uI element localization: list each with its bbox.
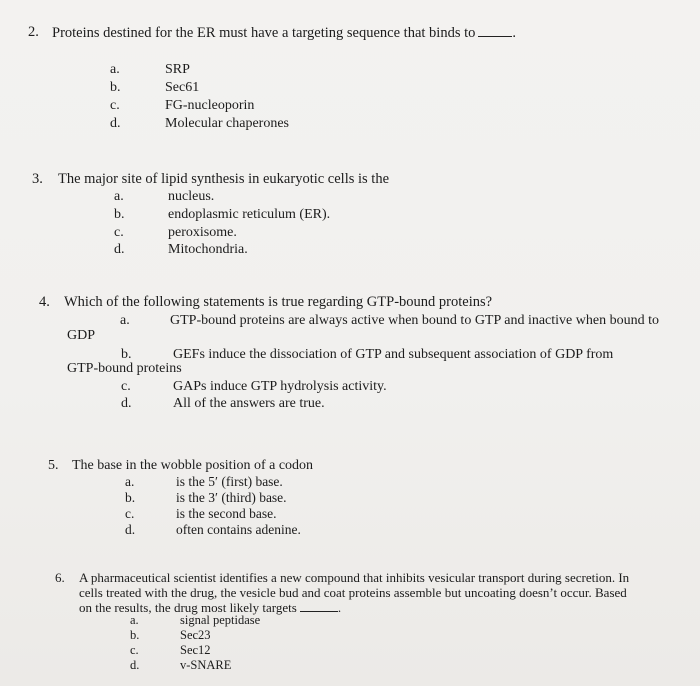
question-stem-line: A pharmaceutical scientist identifies a new compound that inhibits vesicular transport during secretion. In [79,570,630,585]
option-text: SRP [165,62,190,77]
option-letter: b. [130,628,140,642]
option-letter: b. [121,347,132,362]
answer-blank [478,24,512,37]
option-letter: a. [110,62,120,77]
option-text: nucleus. [168,189,215,204]
answer-blank [300,600,338,612]
question-number: 2. [28,24,39,40]
question-number: 5. [48,458,59,473]
option-text: is the 5′ (first) base. [176,474,283,489]
option-text: is the 3′ (third) base. [176,490,287,505]
option-text: GTP-bound proteins are always active when bound to GTP and inactive when bound to [170,313,659,328]
option-letter: d. [121,396,132,411]
stem-end: . [512,25,516,41]
option-letter: c. [121,379,131,394]
stem-end: . [337,600,342,615]
option-text: v-SNARE [180,658,232,672]
option-text: is the second base. [176,506,277,521]
option-text: peroxisome. [168,225,237,240]
option-letter: c. [114,225,124,240]
option-text: Sec23 [180,628,211,642]
question-stem: The base in the wobble position of a codon [72,458,314,473]
option-text: Mitochondria. [168,242,248,257]
question-stem: Which of the following statements is true regarding GTP-bound proteins? [64,294,493,310]
option-letter: c. [125,506,135,521]
option-text: GAPs induce GTP hydrolysis activity. [173,379,387,394]
option-continuation: GTP-bound proteins [67,361,182,376]
option-letter: b. [110,80,121,95]
question-stem: The major site of lipid synthesis in eukaryotic cells is the [58,171,390,187]
option-continuation: GDP [67,328,96,343]
option-letter: a. [125,474,135,489]
question-stem-line: cells treated with the drug, the vesicle bud and coat proteins assemble but uncoating doesn’t occur. Based [79,585,627,600]
option-text: Sec61 [165,80,200,95]
question-number: 3. [32,171,43,187]
option-letter: a. [114,189,124,204]
option-text: All of the answers are true. [173,396,325,411]
option-text: often contains adenine. [176,522,301,537]
question-number: 6. [55,570,65,585]
option-letter: d. [125,522,136,537]
option-letter: a. [120,313,130,328]
question-number: 4. [39,294,50,310]
question-stem [52,24,516,42]
option-text: signal peptidase [180,613,261,627]
option-letter: b. [114,207,125,222]
stem-text: Proteins destined for the ER must have a targeting sequence that binds to [52,25,476,41]
option-letter: a. [130,613,139,627]
option-letter: d. [110,116,121,131]
option-letter: d. [130,658,140,672]
option-text: FG-nucleoporin [165,98,255,113]
option-letter: b. [125,490,136,505]
option-letter: c. [110,98,120,113]
option-letter: d. [114,242,125,257]
option-text: endoplasmic reticulum (ER). [168,207,331,222]
option-text: Molecular chaperones [165,116,289,131]
stem-text: on the results, the drug most likely targets [79,600,297,615]
option-letter: c. [130,643,139,657]
option-text: Sec12 [180,643,211,657]
option-text: GEFs induce the dissociation of GTP and subsequent association of GDP from [173,347,614,362]
